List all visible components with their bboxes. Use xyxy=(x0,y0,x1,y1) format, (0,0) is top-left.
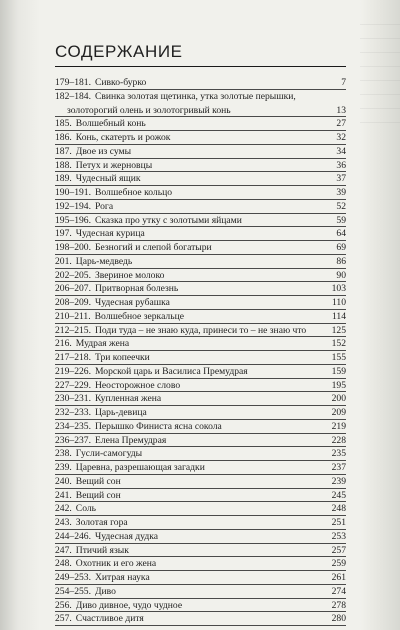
toc-entry-number: 188. xyxy=(55,159,72,171)
toc-entry xyxy=(55,351,346,365)
toc-entry-page: 209 xyxy=(331,407,346,418)
toc-entry-title: Царевна, разрешающая загадки xyxy=(75,462,205,473)
toc-entry-page: 125 xyxy=(331,324,346,336)
toc-entry-title: Хитрая наука xyxy=(94,572,150,583)
toc-entry-number: 202–205. xyxy=(55,269,91,281)
toc-entry-number: 216. xyxy=(55,338,72,350)
toc-entry-page: 86 xyxy=(336,255,346,267)
toc-entry xyxy=(55,227,346,241)
toc-entry xyxy=(55,214,346,228)
toc-entry-number: 197. xyxy=(55,228,72,240)
toc-entry-title: Птичий язык xyxy=(75,544,129,556)
toc-entry-page: 64 xyxy=(336,228,346,240)
toc-entry-title: Чудесный ящик xyxy=(75,173,141,185)
toc-entry-title: Чудесная рубашка xyxy=(94,297,170,308)
toc-entry-number: 232–233. xyxy=(55,407,91,418)
toc-entry-number: 243. xyxy=(55,517,72,528)
toc-entry-title: Купленная жена xyxy=(94,393,162,405)
toc-entry-page: 37 xyxy=(336,173,346,185)
toc-entry xyxy=(55,365,346,379)
toc-entry-title: Перышко Финиста ясна сокола xyxy=(94,420,222,432)
toc-entry-title: Соль xyxy=(75,503,97,515)
toc-entry-page: 52 xyxy=(336,200,346,212)
toc-entry-number: 257. xyxy=(55,613,72,625)
toc-entry xyxy=(55,379,346,393)
toc-entry-number: 219–226. xyxy=(55,365,91,377)
toc-entry-number: 179–181. xyxy=(55,77,91,88)
toc-entry-title: Притворная болезнь xyxy=(94,283,179,295)
toc-entry-title: Гусли-самогуды xyxy=(75,448,143,460)
toc-entry-number: 212–215. xyxy=(55,324,91,336)
toc-entry-title: Конь, скатерть и рожок xyxy=(75,132,171,143)
toc-entry-number: 249–253. xyxy=(55,572,91,583)
page-title: СОДЕРЖАНИЕ xyxy=(55,42,183,61)
toc-entry xyxy=(55,186,346,200)
toc-entry-number: 198–200. xyxy=(55,242,91,253)
toc-entry-page: 253 xyxy=(331,530,346,542)
toc-entry xyxy=(55,475,346,489)
toc-entry-page: 257 xyxy=(331,544,346,556)
toc-entry-page: 239 xyxy=(331,475,346,487)
toc-entry-title: Счастливое дитя xyxy=(75,613,144,625)
toc-entry xyxy=(55,269,346,283)
toc-entry-title: Сказка про утку с золотыми яйцами xyxy=(94,214,242,226)
toc-entry xyxy=(55,461,346,475)
toc-entry-page: 34 xyxy=(336,145,346,157)
toc-entry-title: Вещий сон xyxy=(75,489,121,501)
toc-entry-number: 230–231. xyxy=(55,393,91,405)
toc-entry xyxy=(55,489,346,503)
toc-entry-page: 69 xyxy=(336,242,346,253)
toc-entry xyxy=(55,172,346,186)
toc-entry-title: Волшебный конь xyxy=(75,118,146,130)
toc-entry-title: Царь-медведь xyxy=(75,255,133,267)
toc-entry-title: Неосторожное слово xyxy=(94,379,181,391)
toc-entry xyxy=(55,420,346,434)
toc-entry xyxy=(55,76,346,90)
toc-entry-page: 245 xyxy=(331,489,346,501)
toc-entry-number: 256. xyxy=(55,599,72,611)
toc-entry xyxy=(55,599,346,613)
toc-entry-number: 234–235. xyxy=(55,420,91,432)
toc-entry xyxy=(55,255,346,269)
toc-entry xyxy=(55,296,346,310)
toc-entry-title: Рога xyxy=(94,200,114,212)
toc-entry-number: 186. xyxy=(55,132,72,143)
toc-entry xyxy=(55,502,346,516)
toc-entry xyxy=(55,544,346,558)
toc-entry xyxy=(55,104,346,118)
toc-entry xyxy=(55,324,346,338)
toc-entry-title: Безногий и слепой богатыри xyxy=(94,242,212,253)
toc-entry-number: 244–246. xyxy=(55,530,91,542)
toc-entry-number: 210–211. xyxy=(55,310,91,322)
toc-entry-page: 219 xyxy=(331,420,346,432)
toc-entry xyxy=(55,530,346,544)
toc-entry-page: 13 xyxy=(336,104,346,116)
toc-entry xyxy=(55,200,346,214)
toc-entry-number: 239. xyxy=(55,462,72,473)
toc-entry-title: Свинка золотая щетинка, утка золотые перышки, xyxy=(94,90,296,102)
toc-entry-page: 248 xyxy=(331,503,346,515)
toc-entry-page: 36 xyxy=(336,159,346,171)
toc-entry xyxy=(55,585,346,599)
toc-entry-number: 189. xyxy=(55,173,72,185)
toc-entry-page: 251 xyxy=(331,517,346,528)
toc-entry xyxy=(55,612,346,626)
toc-entry xyxy=(55,90,346,104)
toc-entry-title: Царь-девица xyxy=(94,407,147,418)
toc-entry-number: 236–237. xyxy=(55,434,91,446)
toc-entry-page: 259 xyxy=(331,558,346,570)
toc-entry-page: 7 xyxy=(341,77,346,88)
toc-entry-title: Три копеечки xyxy=(94,352,150,363)
toc-entry-title: Волшебное кольцо xyxy=(94,187,173,198)
toc-entry-title: Двое из сумы xyxy=(75,145,132,157)
toc-entry-page: 280 xyxy=(331,613,346,625)
toc-entry xyxy=(55,571,346,585)
toc-entry-number: 248. xyxy=(55,558,72,570)
toc-entry-page: 90 xyxy=(336,269,346,281)
toc-entry-page: 155 xyxy=(331,352,346,363)
toc-entry xyxy=(55,241,346,255)
toc-entry-page: 32 xyxy=(336,132,346,143)
toc-entry xyxy=(55,557,346,571)
toc-entry-number: 217–218. xyxy=(55,352,91,363)
toc-entry-title: Вещий сон xyxy=(75,475,121,487)
toc-entry-title: Диво xyxy=(94,585,116,597)
toc-entry-number: 242. xyxy=(55,503,72,515)
toc-entry-number: 190–191. xyxy=(55,187,91,198)
toc-entry-page: 261 xyxy=(331,572,346,583)
toc-entry-number: 227–229. xyxy=(55,379,91,391)
toc-entry-page: 39 xyxy=(336,187,346,198)
toc-entry-title: Елена Премудрая xyxy=(94,434,167,446)
toc-entry-page: 59 xyxy=(336,214,346,226)
toc-entry-number: 206–207. xyxy=(55,283,91,295)
toc-entry-page: 195 xyxy=(331,379,346,391)
toc-entry-number: 185. xyxy=(55,118,72,130)
toc-entry-number: 247. xyxy=(55,544,72,556)
toc-entry-title: Чудесная дудка xyxy=(94,530,158,542)
title-rule xyxy=(55,66,346,67)
toc-entry xyxy=(55,434,346,448)
bleed-through-text xyxy=(360,24,400,134)
toc-entry-page: 27 xyxy=(336,118,346,130)
toc-entry-number: 187. xyxy=(55,145,72,157)
toc-entry-number: 208–209. xyxy=(55,297,91,308)
toc-entry xyxy=(55,282,346,296)
toc-entry-page: 274 xyxy=(331,585,346,597)
toc-entry-number: 254–255. xyxy=(55,585,91,597)
toc-entry-page: 235 xyxy=(331,448,346,460)
toc-entry-page: 114 xyxy=(331,310,346,322)
toc-entry-title: Диво дивное, чудо чудное xyxy=(75,599,183,611)
toc-entry-number: 195–196. xyxy=(55,214,91,226)
toc-entry xyxy=(55,516,346,530)
toc-entry-title: Петух и жерновцы xyxy=(75,159,153,171)
toc-entry-title: Золотая гора xyxy=(75,517,128,528)
toc-entry xyxy=(55,159,346,173)
toc-entry-title: Охотник и его жена xyxy=(75,558,157,570)
toc-entry xyxy=(55,447,346,461)
toc-entry-title: Волшебное зеркальце xyxy=(94,310,184,322)
toc-entry xyxy=(55,117,346,131)
toc-entry-number: 238. xyxy=(55,448,72,460)
toc-entry-number: 192–194. xyxy=(55,200,91,212)
toc-entry-page: 152 xyxy=(331,338,346,350)
toc-entry-title: Морской царь и Василиса Премудрая xyxy=(94,365,248,377)
toc-entry-page: 110 xyxy=(331,297,346,308)
toc-entry-number: 241. xyxy=(55,489,72,501)
toc-entry-title: Мудрая жена xyxy=(75,338,130,350)
table-of-contents xyxy=(55,76,346,626)
toc-entry-title: Сивко-бурко xyxy=(94,77,147,88)
toc-entry-page: 200 xyxy=(331,393,346,405)
toc-entry xyxy=(55,131,346,145)
toc-entry xyxy=(55,310,346,324)
toc-entry-title: Поди туда – не знаю куда, принеси то – не знаю что xyxy=(94,324,307,336)
toc-entry xyxy=(55,145,346,159)
toc-entry-page: 228 xyxy=(331,434,346,446)
toc-entry xyxy=(55,406,346,420)
toc-entry-page: 103 xyxy=(331,283,346,295)
toc-entry-title: золоторогий олень и золотогривый конь xyxy=(67,104,231,116)
toc-entry-page: 278 xyxy=(331,599,346,611)
toc-entry-page: 237 xyxy=(331,462,346,473)
toc-entry-number: 201. xyxy=(55,255,72,267)
toc-entry-number: 240. xyxy=(55,475,72,487)
toc-entry xyxy=(55,337,346,351)
toc-entry-title: Звериное молоко xyxy=(94,269,165,281)
toc-entry-number: 182–184. xyxy=(55,90,91,102)
toc-entry xyxy=(55,392,346,406)
toc-entry-title: Чудесная курица xyxy=(75,228,145,240)
toc-entry-page: 159 xyxy=(331,365,346,377)
